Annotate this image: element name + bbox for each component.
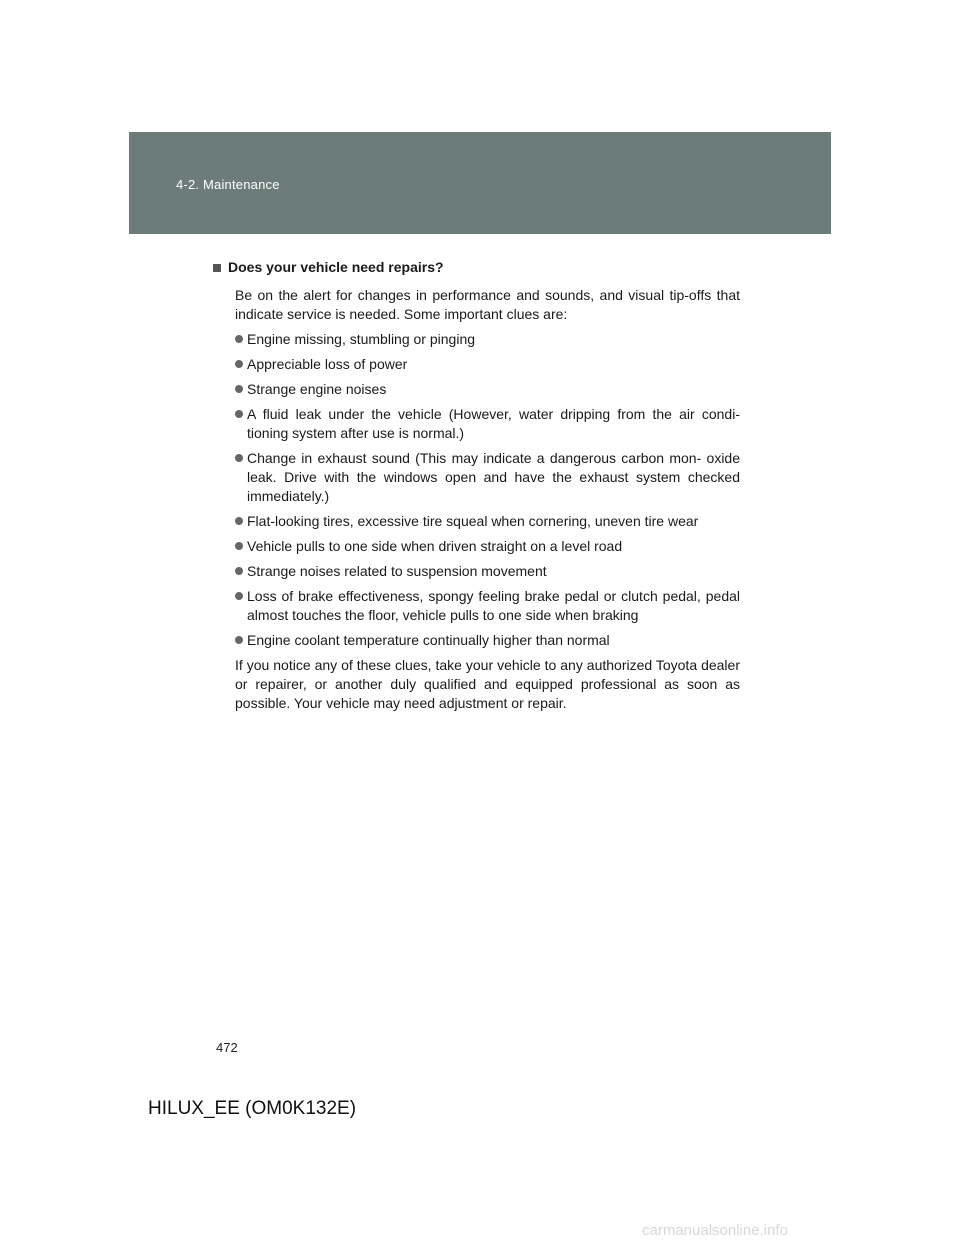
bullet-dot-icon (235, 335, 243, 343)
bullet-dot-icon (235, 410, 243, 418)
list-item: Engine coolant temperature continually higher than normal (235, 631, 740, 650)
clue-list (235, 330, 740, 650)
list-item: Appreciable loss of power (235, 355, 740, 374)
page-number: 472 (216, 1040, 238, 1055)
watermark: carmanualsonline.info (642, 1222, 788, 1239)
bullet-dot-icon (235, 542, 243, 550)
bullet-dot-icon (235, 592, 243, 600)
list-item: Loss of brake effectiveness, spongy feeling brake pedal or clutch pedal, pedal almost touches the floor, vehicle pulls to one side when braking (235, 587, 740, 625)
header-band (129, 132, 831, 234)
section-heading (210, 258, 740, 277)
list-item: A fluid leak under the vehicle (However, water dripping from the air condi- tioning system after use is normal.) (235, 405, 740, 443)
heading-text: Does your vehicle need repairs? (228, 259, 444, 275)
bullet-dot-icon (235, 636, 243, 644)
bullet-dot-icon (235, 454, 243, 462)
bullet-dot-icon (235, 385, 243, 393)
list-item: Engine missing, stumbling or pinging (235, 330, 740, 349)
list-item: Change in exhaust sound (This may indicate a dangerous carbon mon- oxide leak. Drive with the windows open and have the exhaust system checked immediately.) (235, 449, 740, 506)
closing-paragraph: If you notice any of these clues, take your vehicle to any authorized Toyota dealer or repairer, or another duly qualified and equipped professional as soon as possible. Your vehicle may need adjustment or repair. (235, 657, 740, 711)
manual-code: HILUX_EE (OM0K132E) (148, 1098, 357, 1119)
bullet-dot-icon (235, 360, 243, 368)
content-area (210, 258, 740, 713)
square-bullet-icon (213, 264, 221, 272)
list-item: Flat-looking tires, excessive tire squeal when cornering, uneven tire wear (235, 512, 740, 531)
list-item: Vehicle pulls to one side when driven straight on a level road (235, 537, 740, 556)
bullet-dot-icon (235, 567, 243, 575)
bullet-dot-icon (235, 517, 243, 525)
list-item: Strange noises related to suspension movement (235, 562, 740, 581)
intro-paragraph: Be on the alert for changes in performance and sounds, and visual tip-offs that indicate service is needed. Some important clues are: (235, 287, 740, 322)
list-item: Strange engine noises (235, 380, 740, 399)
section-title: 4-2. Maintenance (176, 177, 280, 192)
